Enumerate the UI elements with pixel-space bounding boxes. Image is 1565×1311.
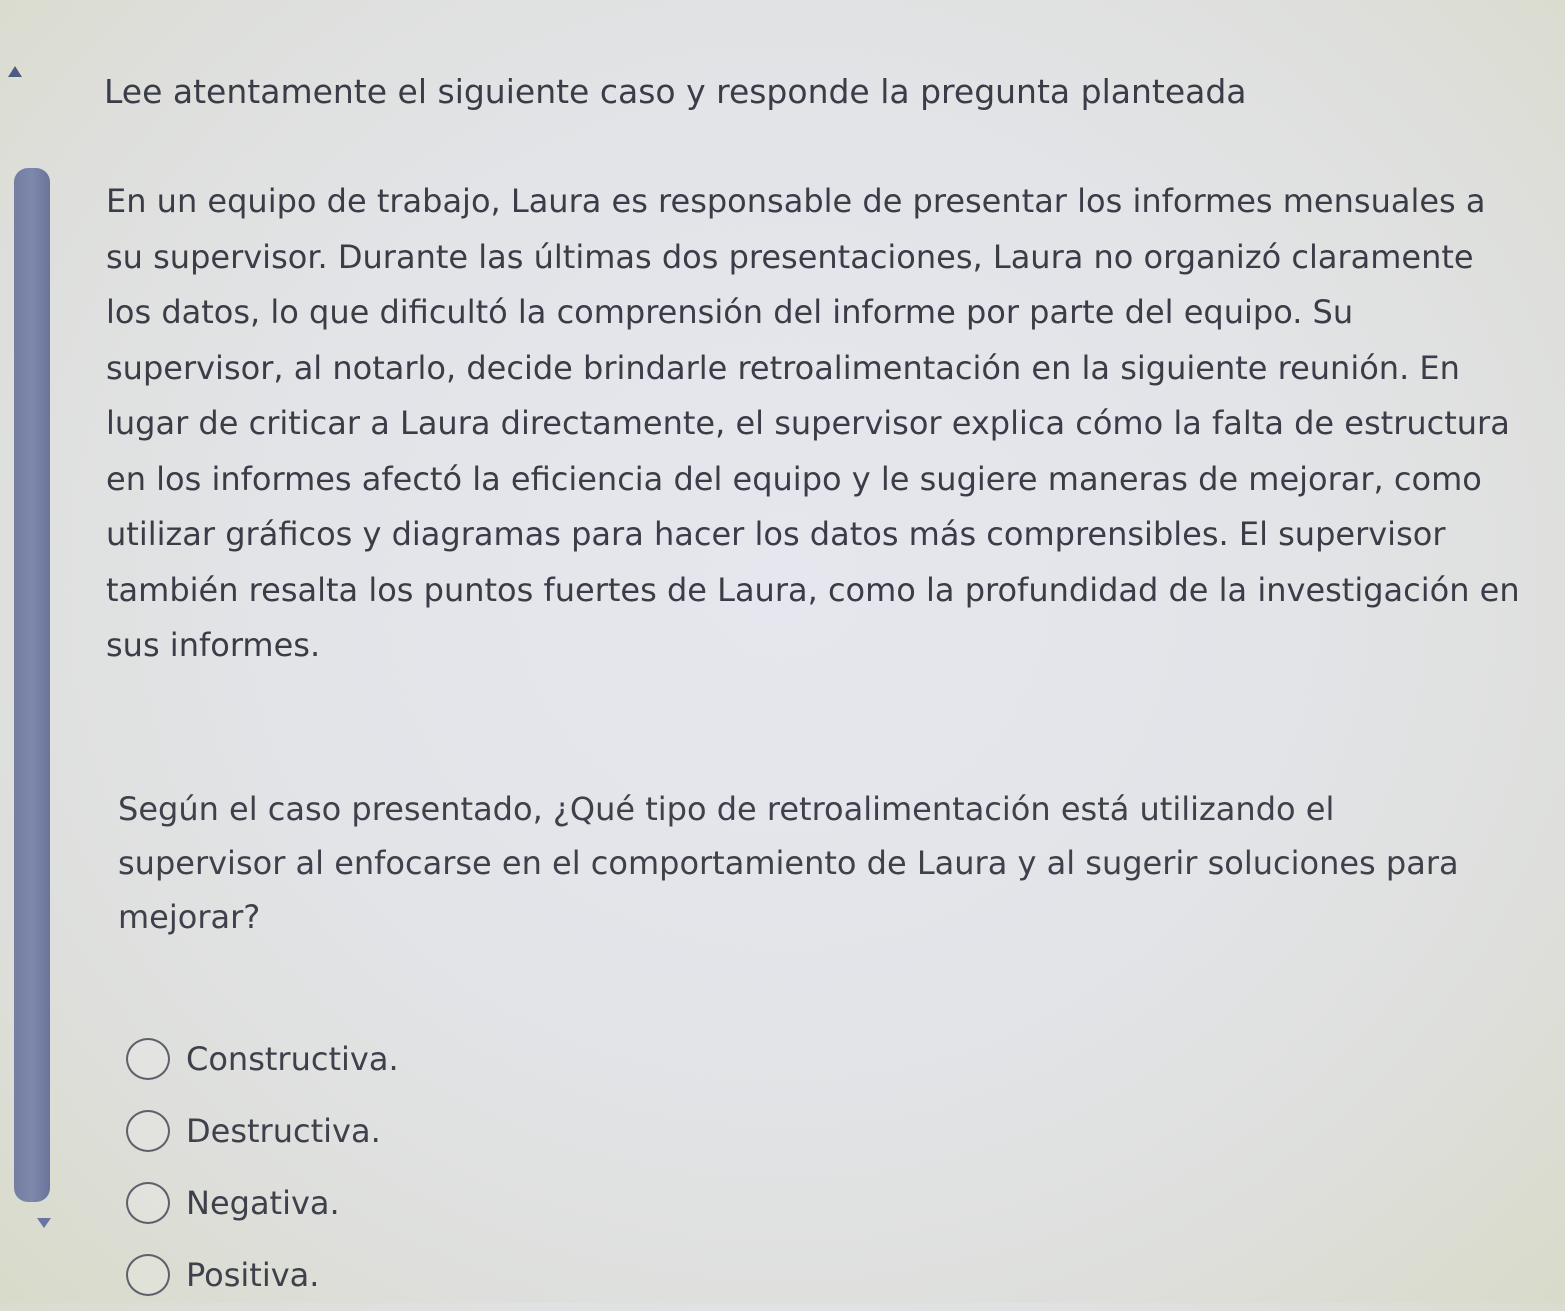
option-positiva[interactable] [126, 1239, 399, 1311]
radio-button[interactable] [126, 1254, 170, 1296]
radio-button[interactable] [126, 1182, 170, 1224]
scroll-down-arrow-icon[interactable] [37, 1218, 51, 1228]
option-label[interactable]: Positiva. [186, 1256, 320, 1294]
option-destructiva[interactable] [126, 1095, 399, 1167]
instruction-text: Lee atentamente el siguiente caso y responde la pregunta planteada [104, 72, 1247, 111]
option-label[interactable]: Constructiva. [186, 1040, 399, 1078]
scrollbar-thumb[interactable] [14, 168, 50, 1202]
question-text: Según el caso presentado, ¿Qué tipo de retroalimentación está utilizando el supervisor al enfocarse en el comportamiento de Laura y al sugerir soluciones para mejorar? [118, 790, 1459, 936]
answer-options [126, 1023, 399, 1311]
option-label[interactable]: Negativa. [186, 1184, 340, 1222]
radio-button[interactable] [126, 1110, 170, 1152]
case-text: En un equipo de trabajo, Laura es responsable de presentar los informes mensuales a su supervisor. Durante las últimas dos presentaciones, Laura no organizó claramente los datos, lo que dificultó la comprensión del informe por parte del equipo. Su supervisor, al notarlo, decide brindarle retroalimentación en la siguiente reunión. En lugar de criticar a Laura directamente, el supervisor explica cómo la falta de estructura en los informes afectó la eficiencia del equipo y le sugiere maneras de mejorar, como utilizar gráficos y diagramas para hacer los datos más comprensibles. El supervisor también resalta los puntos fuertes de Laura, como la profundidad de la investigación en sus informes. [106, 182, 1520, 664]
radio-button[interactable] [126, 1038, 170, 1080]
option-label[interactable]: Destructiva. [186, 1112, 381, 1150]
option-constructiva[interactable] [126, 1023, 399, 1095]
scroll-up-arrow-icon[interactable] [8, 66, 22, 77]
scrollbar[interactable] [14, 168, 56, 1202]
option-negativa[interactable] [126, 1167, 399, 1239]
question-content [104, 66, 1534, 674]
